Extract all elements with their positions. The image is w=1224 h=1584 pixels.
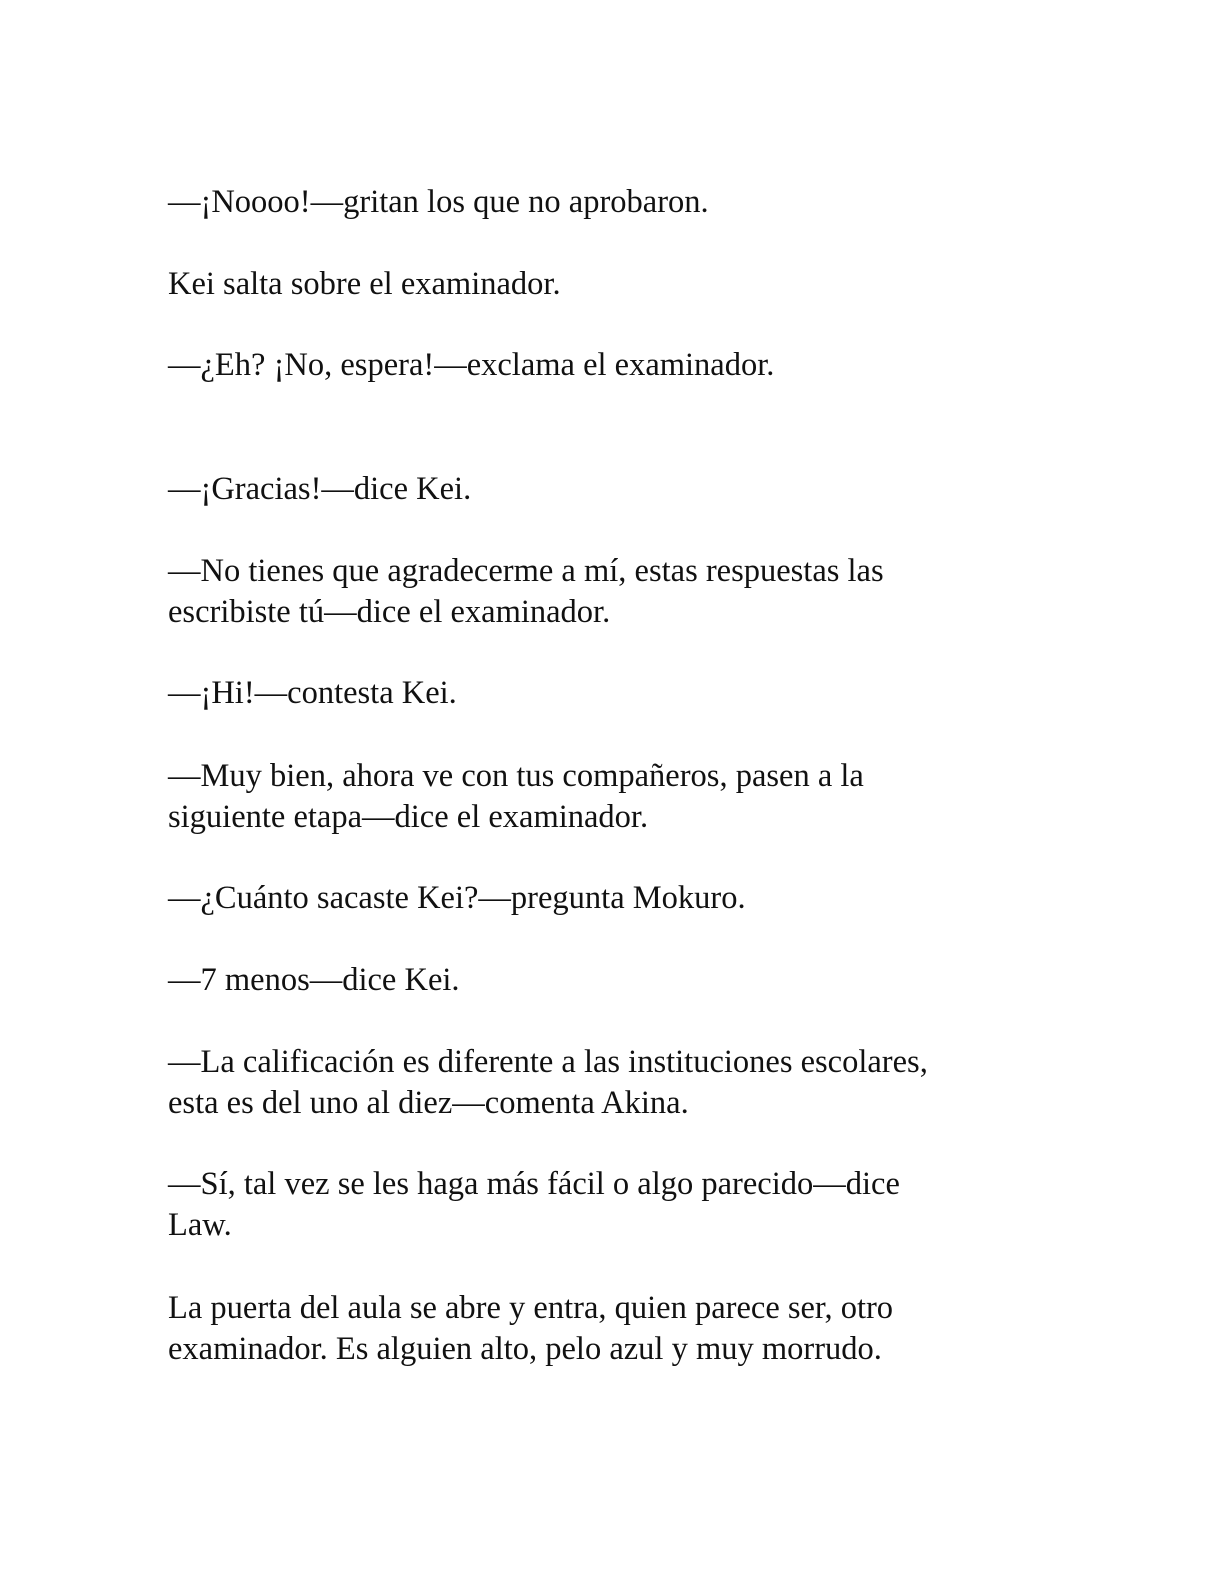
paragraph	[168, 182, 1048, 223]
text-line: Kei salta sobre el examinador.	[168, 266, 561, 302]
text-line: —¿Cuánto sacaste Kei?—pregunta Mokuro.	[168, 880, 746, 916]
text-line: examinador. Es alguien alto, pelo azul y muy morrudo.	[168, 1331, 882, 1367]
paragraph	[168, 960, 1048, 1001]
text-line: —¡Hi!—contesta Kei.	[168, 675, 457, 711]
text-line: —Muy bien, ahora ve con tus compañeros, pasen a la	[168, 758, 864, 794]
text-line: —No tienes que agradecerme a mí, estas respuestas las	[168, 553, 884, 589]
text-line: —7 menos—dice Kei.	[168, 962, 460, 998]
text-line: —Sí, tal vez se les haga más fácil o algo parecido—dice	[168, 1166, 900, 1202]
paragraph	[168, 878, 1048, 919]
text-line: La puerta del aula se abre y entra, quien parece ser, otro	[168, 1290, 894, 1326]
paragraph	[168, 469, 1048, 510]
text-line: siguiente etapa—dice el examinador.	[168, 799, 649, 835]
text-line: —¿Eh? ¡No, espera!—exclama el examinador.	[168, 347, 775, 383]
paragraph	[168, 1164, 1048, 1246]
paragraph	[168, 551, 1048, 633]
text-line: —La calificación es diferente a las instituciones escolares,	[168, 1044, 928, 1080]
paragraph	[168, 673, 1048, 714]
text-line: Law.	[168, 1207, 232, 1243]
paragraph	[168, 345, 1048, 386]
text-line: escribiste tú—dice el examinador.	[168, 594, 611, 630]
text-line: —¡Noooo!—gritan los que no aprobaron.	[168, 184, 709, 220]
paragraph	[168, 264, 1048, 305]
paragraph	[168, 756, 1048, 838]
paragraph	[168, 1288, 1048, 1370]
text-line: esta es del uno al diez—comenta Akina.	[168, 1085, 689, 1121]
paragraph	[168, 1042, 1048, 1124]
text-line: —¡Gracias!—dice Kei.	[168, 471, 472, 507]
